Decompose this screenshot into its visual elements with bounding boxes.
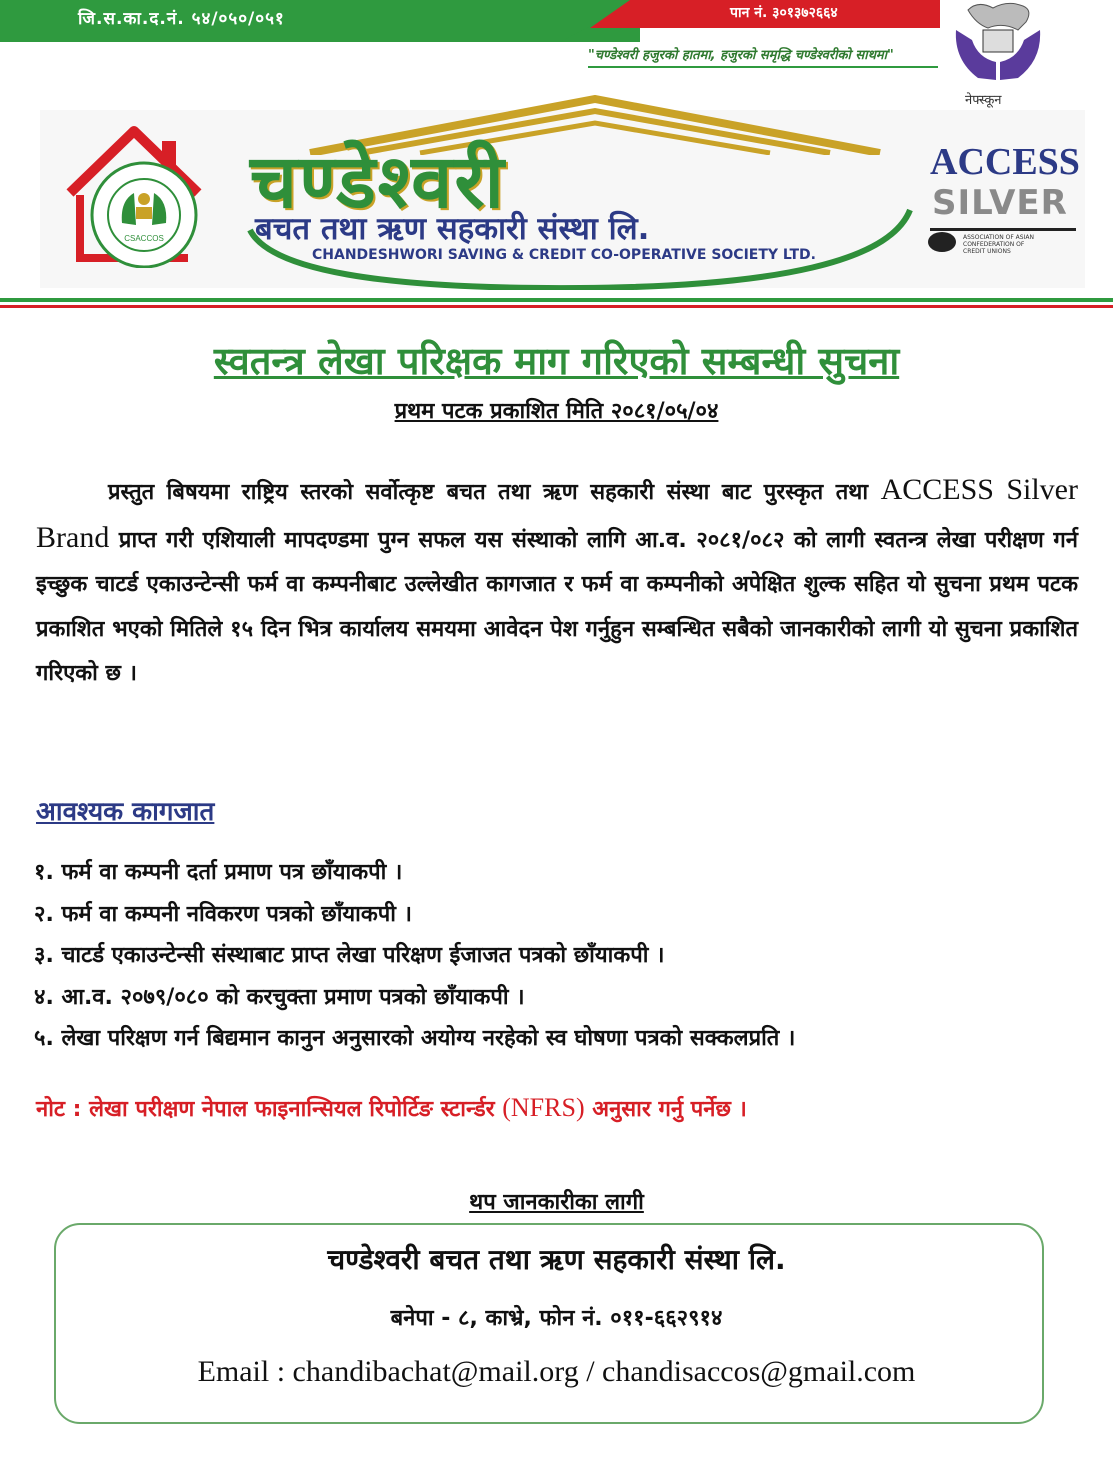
requirements-list — [34, 852, 1094, 1060]
accu-text: ASSOCIATION OF ASIAN CONFEDERATION OF CREDIT UNIONS — [963, 234, 1034, 255]
publish-date — [0, 395, 1113, 425]
cooperative-house-logo-icon — [62, 123, 207, 268]
nefscun-label: नेफ्स्कून — [965, 93, 1002, 108]
note-part1: नोट : लेखा परीक्षण नेपाल फाइनान्सियल रिपोर्टिङ स्टार्न्डर — [36, 1097, 503, 1122]
publish-date-text: प्रथम पटक प्रकाशित मिति २०८१/०५/०४ — [394, 399, 719, 424]
more-info-text: थप जानकारीका लागी — [469, 1190, 644, 1215]
list-item: ४. आ.व. २०७९/०८० को करचुक्ता प्रमाण पत्रको छाँयाकपी । — [34, 984, 525, 1010]
brand-english-name: CHANDESHWORI SAVING & CREDIT CO-OPERATIVE SOCIETY LTD. — [312, 247, 816, 263]
more-info-heading — [0, 1186, 1113, 1216]
nefscun-hands-logo-icon — [948, 0, 1048, 90]
slogan-underline — [588, 66, 938, 68]
slogan: "चण्डेश्वरी हजुरको हातमा, हजुरको समृद्धि चण्डेश्वरीको साथमा" — [588, 48, 894, 63]
separator-green — [0, 298, 1113, 302]
note-nfrs: (NFRS) — [502, 1093, 585, 1122]
notice-title — [0, 334, 1113, 386]
contact-email: Email : chandibachat@mail.org / chandisaccos@gmail.com — [197, 1355, 916, 1388]
top-red-band-edge — [590, 0, 630, 28]
access-logo-word: ACCESS — [930, 141, 1080, 183]
contact-address: बनेपा - ८, काभ्रे, फोन नं. ०११-६६२९१४ — [390, 1306, 723, 1331]
brand-subtitle: बचत तथा ऋण सहकारी संस्था लि. — [255, 211, 650, 247]
access-silver-brand-text: ACCESS Silver Brand — [36, 473, 1078, 554]
list-item: २. फर्म वा कम्पनी नविकरण पत्रको छाँयाकपी । — [34, 901, 412, 927]
note-part2: अनुसार गर्नु पर्नेछ । — [584, 1097, 747, 1122]
contact-org-name: चण्डेश्वरी बचत तथा ऋण सहकारी संस्था लि. — [327, 1243, 786, 1276]
registration-number: जि.स.का.द.नं. ५४/०५०/०५१ — [78, 9, 285, 29]
separator-red — [0, 305, 1113, 308]
list-item: ३. चाटर्ड एकाउन्टेन्सी संस्थाबाट प्राप्त लेखा परिक्षण ईजाजत पत्रको छाँयाकपी । — [34, 943, 665, 968]
access-divider — [930, 228, 1076, 231]
list-item: ५. लेखा परिक्षण गर्न बिद्यमान कानुन अनुसारको अयोग्य नरहेको स्व घोषणा पत्रको सक्कलप्रति । — [34, 1026, 796, 1051]
brand-name: चण्डेश्वरी — [250, 139, 506, 225]
requirements-heading: आवश्यक कागजात — [36, 797, 215, 827]
pan-number: पान नं. ३०१३७२६६४ — [730, 5, 838, 21]
note — [36, 1093, 747, 1123]
list-item: १. फर्म वा कम्पनी दर्ता प्रमाण पत्र छाँयाकपी । — [34, 860, 403, 885]
silver-logo-word: SILVER — [932, 183, 1068, 223]
notice-body — [36, 468, 1078, 697]
notice-body-part2: प्राप्त गरी एशियाली मापदण्डमा पुग्न सफल यस संस्थाको लागि आ.व. २०८१/०८२ को लागी स्वतन्त्र लेखा परीक्षण गर्न इच्छुक चाटर्ड एकाउन्टेन्सी फर्म वा कम्पनीबाट उल्लेखीत कागजात र फर्म वा कम्पनीको अपेक्षित शुल्क सहित यो सुचना प्रथम पटक प्रकाशित भएको मितिले १५ दिन भित्र कार्यालय समयमा आवेदन पेश गर्नुहुन सम्बन्धित सबैको जानकारीको लागी यो सुचना प्रकाशित गरिएको छ । — [36, 527, 1078, 686]
accu-logo-icon — [928, 232, 956, 252]
notice-body-part1: प्रस्तुत बिषयमा राष्ट्रिय स्तरको सर्वोत्कृष्ट बचत तथा ऋण सहकारी संस्था बाट पुरस्कृत तथा — [108, 480, 881, 505]
logo-ring-sub: CSACCOS — [124, 234, 164, 243]
notice-title-text: स्वतन्त्र लेखा परिक्षक माग गरिएको सम्बन्धी सुचना — [213, 339, 900, 383]
